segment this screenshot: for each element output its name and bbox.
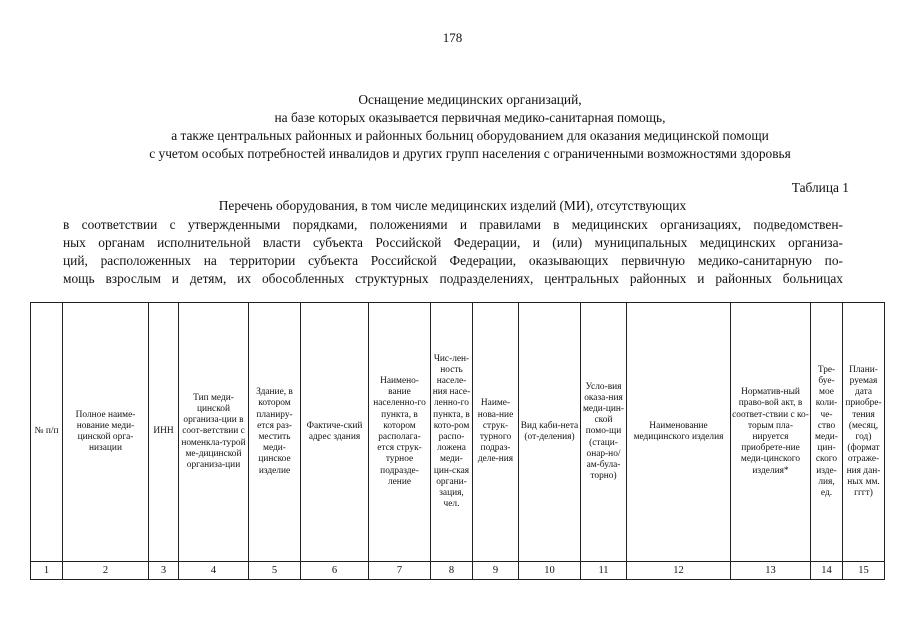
column-number: 14	[811, 562, 843, 580]
column-number: 10	[519, 562, 581, 580]
column-number: 8	[431, 562, 473, 580]
header-cell: Вид каби-нета (от-деления)	[519, 303, 581, 562]
header-row	[31, 303, 885, 562]
column-number: 13	[731, 562, 811, 580]
header-cell: Чис-лен-ность населе-ния насе-ленно-го пункта, в кото-ром распо-ложена меди-цин-ская органи-зация, чел.	[431, 303, 473, 562]
title-line: на базе которых оказывается первичная медико-санитарная помощь,	[274, 110, 666, 125]
column-number: 6	[301, 562, 369, 580]
column-number: 15	[843, 562, 885, 580]
column-number-row	[31, 562, 885, 580]
document-title	[60, 91, 880, 163]
column-number: 7	[369, 562, 431, 580]
description-line: ций, расположенных на территории субъекта Российской Федерации, оказывающих первичную медико-санитарную по-	[63, 253, 843, 268]
header-cell: ИНН	[149, 303, 179, 562]
column-number: 4	[179, 562, 249, 580]
description-line: в соответствии с утвержденными порядками, положениями и правилами в медицинских организациях, подведомствен-	[63, 217, 843, 232]
column-number: 11	[581, 562, 627, 580]
header-cell: Плани-руемая дата приобре-тения (месяц, год) (формат отраже-ния дан-ных мм. гггт)	[843, 303, 885, 562]
description-line: мощь взрослым и детям, их обособленных структурных подразделениях, центральных районных и районных больницах	[63, 271, 843, 286]
title-line: а также центральных районных и районных больниц оборудованием для оказания медицинской помощи	[171, 128, 769, 143]
column-number: 12	[627, 562, 731, 580]
column-number: 3	[149, 562, 179, 580]
header-cell: Полное наиме-нование меди-цинской орга-низации	[63, 303, 149, 562]
header-cell: № п/п	[31, 303, 63, 562]
table-subtitle: Перечень оборудования, в том числе медицинских изделий (МИ), отсутствующих	[218, 198, 687, 213]
header-cell: Фактиче-ский адрес здания	[301, 303, 369, 562]
equipment-table	[30, 302, 885, 580]
table-label: Таблица 1	[791, 180, 849, 195]
column-number: 9	[473, 562, 519, 580]
title-line: Оснащение медицинских организаций,	[358, 92, 582, 107]
header-cell: Тип меди-цинской организа-ции в соот-ветствии с номенкла-турой ме-дицинской организа-ции	[179, 303, 249, 562]
header-cell: Усло-вия оказа-ния меди-цин-ской помо-щи (стаци-онар-но/ам-була-торно)	[581, 303, 627, 562]
header-cell: Наиме-нова-ние струк-турного подраз-деле-ния	[473, 303, 519, 562]
header-cell: Здание, в котором планиру-ется раз-местить меди-цинское изделие	[249, 303, 301, 562]
column-number: 5	[249, 562, 301, 580]
page-number: 178	[442, 30, 463, 45]
header-cell: Тре-буе-мое коли-че-ство меди-цин-ского изде-лия, ед.	[811, 303, 843, 562]
header-cell: Наименование медицинского изделия	[627, 303, 731, 562]
header-cell: Норматив-ный право-вой акт, в соответ-ствии с ко-торым пла-нируется приобрете-ние меди-цинского изделия*	[731, 303, 811, 562]
table-description	[63, 216, 843, 288]
description-line: ных органам исполнительной власти субъекта Российской Федерации, и (или) муниципальных медицинских организа-	[63, 235, 843, 250]
column-number: 1	[31, 562, 63, 580]
header-cell: Наимено-вание населенно-го пункта, в котором располага-ется струк-турное подразде-ление	[369, 303, 431, 562]
title-line: с учетом особых потребностей инвалидов и других групп населения с ограниченными возможностями здоровья	[149, 146, 791, 161]
column-number: 2	[63, 562, 149, 580]
